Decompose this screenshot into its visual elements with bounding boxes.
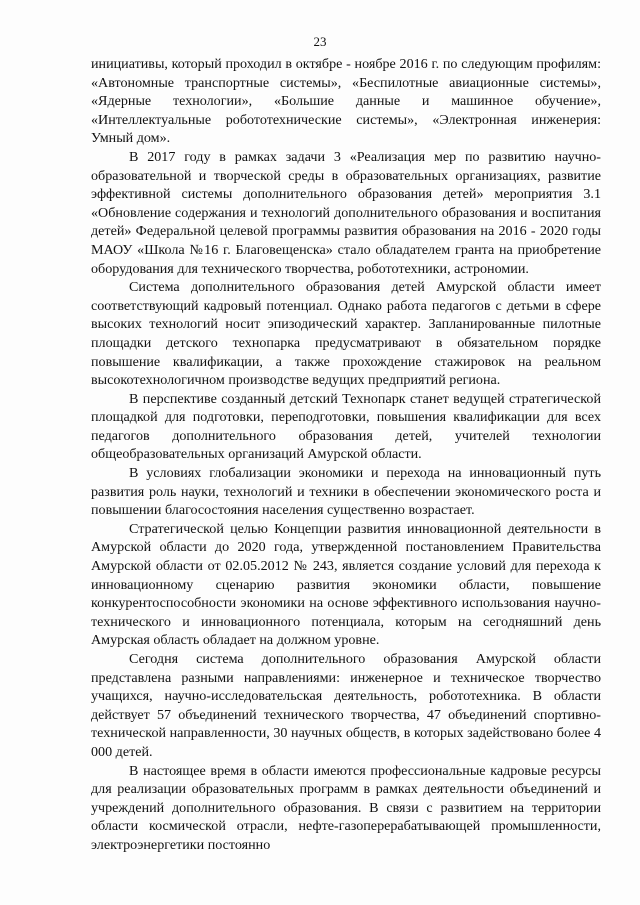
page-number: 23: [313, 34, 327, 49]
paragraph-grant-2017: В 2017 году в рамках задачи 3 «Реализация мер по развитию научно-образовательной и творческой среды в образовательных организациях, развитие эффективной системы дополнительного образования детей» мероприятия 3.1 «Обновление содержания и технологий дополнительного образования и воспитания детей» Федеральной целевой программы развития образования на 2016 - 2020 годы МАОУ «Школа №16 г. Благовещенска» стало обладателем гранта на приобретение оборудования для технического творчества, робототехники, астрономии.: [91, 148, 601, 277]
paragraph-technopark-prospects: В перспективе созданный детский Технопарк станет ведущей стратегической площадкой для подготовки, переподготовки, повышения квалификации для всех педагогов дополнительного образования детей, учителей технологии общеобразовательных организаций Амурской области.: [91, 390, 601, 463]
paragraph-staff-resources: В настоящее время в области имеются профессиональные кадровые ресурсы для реализации образовательных программ в рамках деятельности объединений и учреждений дополнительного образования. В связи с развитием на территории области космической отрасли, нефте-газоперерабатывающей промышленности, электроэнергетики постоянно: [91, 762, 601, 853]
paragraph-strategic-goal: Стратегической целью Концепции развития инновационной деятельности в Амурской области до 2020 года, утвержденной постановлением Правительства Амурской области от 02.05.2012 № 243, является создание условий для перехода к инновационному сценарию развития экономики области, повышение конкурентоспособности экономики на основе эффективного использования научно-технического и инновационного потенциала, которым на сегодняшний день Амурская область обладает на должном уровне.: [91, 520, 601, 649]
body-text: [91, 55, 601, 855]
paragraph-staff-potential: Система дополнительного образования детей Амурской области имеет соответствующий кадровый потенциал. Однако работа педагогов с детьми в сфере высоких технологий носит эпизодический характер. Запланированные пилотные площадки детского технопарка предусматривают в обязательном порядке повышение квалификации, а также прохождение стажировок на реальном высокотехнологичном производстве ведущих предприятий региона.: [91, 279, 601, 389]
paragraph-continued: инициативы, который проходил в октябре - ноябре 2016 г. по следующим профилям: «Автономные транспортные системы», «Беспилотные авиационные системы», «Ядерные технологии», «Большие данные и машинное обучение», «Интеллектуальные робототехнические системы», «Электронная инженерия: Умный дом».: [91, 56, 601, 147]
paragraph-globalization: В условиях глобализации экономики и перехода на инновационный путь развития роль науки, технологий и техники в обеспечении экономического роста и повышении благосостояния населения существенно возрастает.: [91, 465, 601, 519]
paragraph-current-system: Сегодня система дополнительного образования Амурской области представлена разными направлениями: инженерное и техническое творчество учащихся, научно-исследовательская деятельность, робототехника. В области действует 57 объединений технического творчества, 47 объединений спортивно-технической направленности, 30 научных обществ, в которых задействовано более 4 000 детей.: [91, 651, 601, 760]
